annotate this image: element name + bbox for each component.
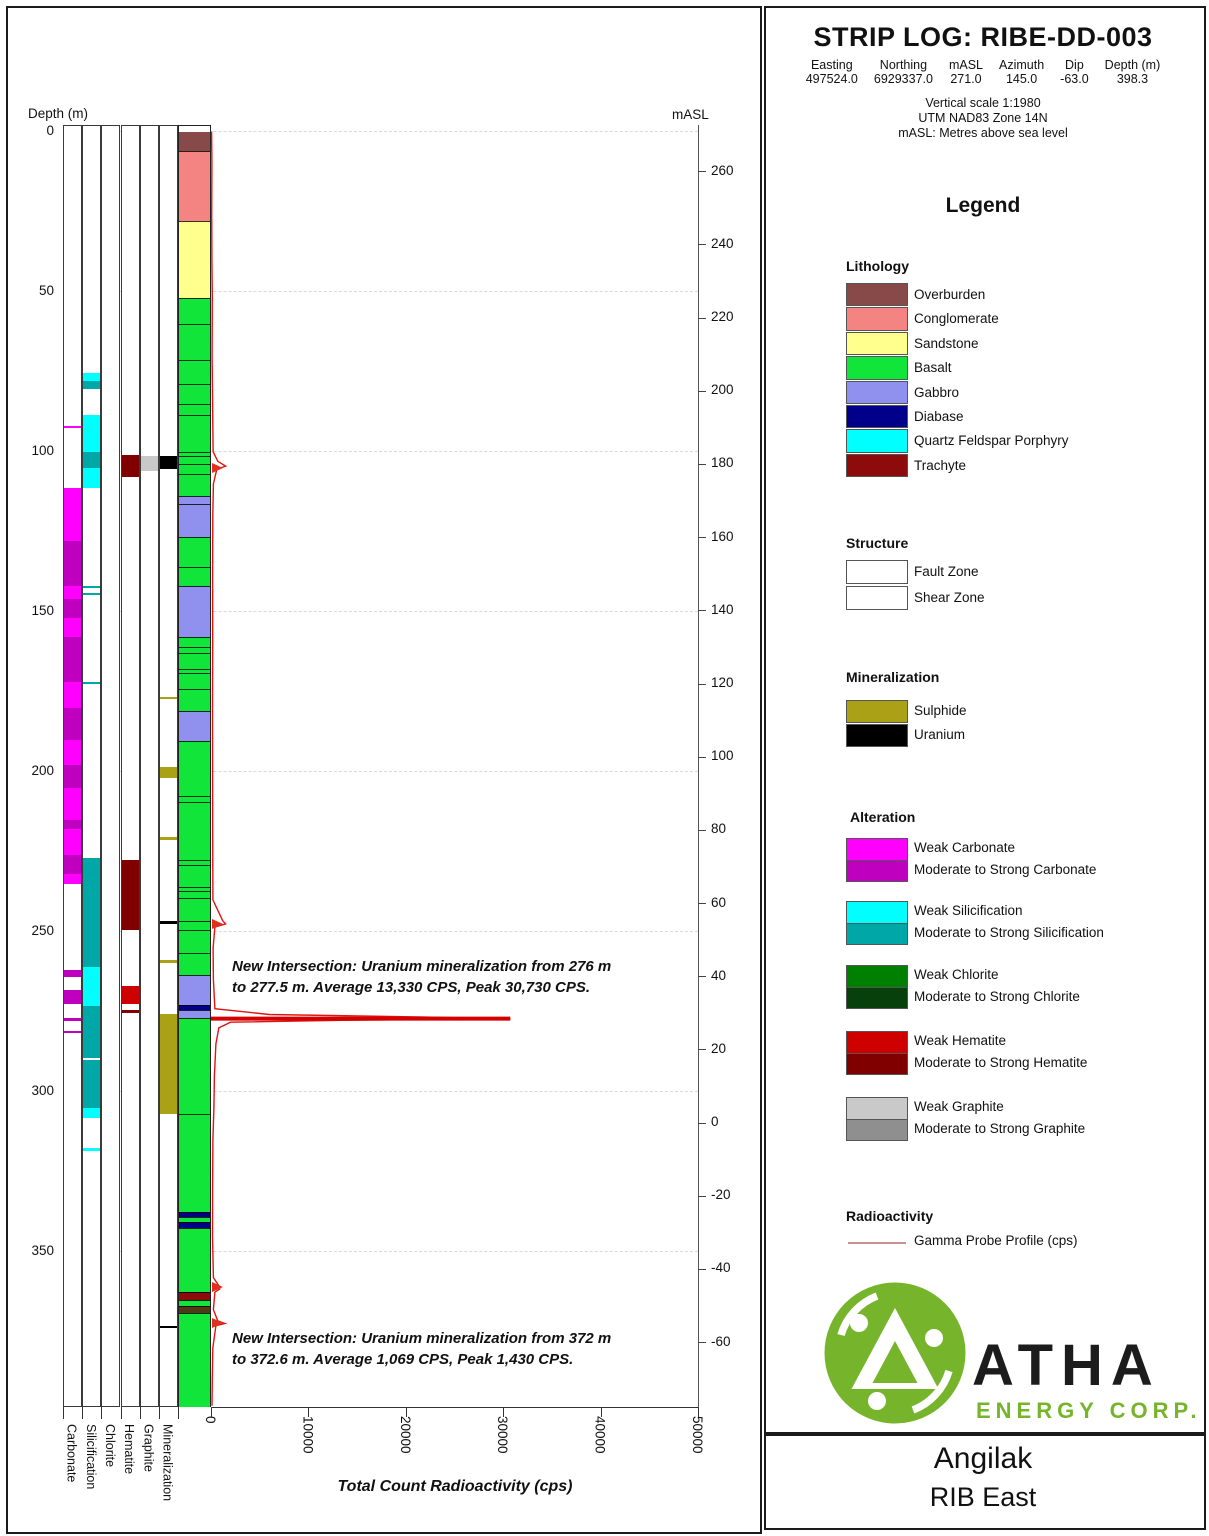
track-interval bbox=[83, 415, 100, 452]
track-bottom-tick bbox=[140, 1407, 141, 1419]
track-interval bbox=[83, 967, 100, 1005]
masl-tick-label: 40 bbox=[711, 967, 727, 983]
track-column-hematite bbox=[121, 125, 140, 1407]
alteration-heading: Alteration bbox=[850, 809, 916, 825]
track-interval bbox=[83, 858, 100, 967]
masl-tick-label: 140 bbox=[711, 601, 734, 617]
radioactivity-tick-label: 40000 bbox=[592, 1416, 608, 1454]
lithology-interval-basalt bbox=[179, 802, 210, 860]
legend-label: Diabase bbox=[914, 409, 964, 424]
masl-tick-label: 220 bbox=[711, 309, 734, 325]
lithology-interval-sandstone bbox=[179, 221, 210, 298]
track-bottom-tick bbox=[63, 1407, 64, 1419]
gamma-probe-profile bbox=[211, 125, 698, 1407]
legend-swatch-sandstone bbox=[846, 332, 908, 355]
track-interval bbox=[83, 682, 100, 684]
track-interval bbox=[64, 1018, 81, 1020]
track-interval bbox=[64, 708, 81, 740]
lithology-interval-basalt bbox=[179, 1114, 210, 1212]
legend-swatch-weak bbox=[846, 1031, 908, 1053]
collar-field-value: 145.0 bbox=[1005, 72, 1038, 86]
legend-label: Moderate to Strong Chlorite bbox=[914, 989, 1080, 1004]
masl-tick bbox=[698, 244, 706, 245]
depth-tick-label: 350 bbox=[31, 1243, 54, 1259]
track-interval bbox=[64, 618, 81, 637]
lithology-interval-basalt bbox=[179, 384, 210, 403]
legend-swatch-strong bbox=[846, 1119, 908, 1141]
collar-field bbox=[1105, 58, 1161, 86]
collar-field-value: 271.0 bbox=[950, 72, 982, 86]
track-interval bbox=[83, 468, 100, 489]
lithology-interval-basalt bbox=[179, 404, 210, 415]
logo-wordmark: ATHA bbox=[972, 1333, 1161, 1398]
legend-swatch-sulphide bbox=[846, 700, 908, 723]
lithology-interval-basalt bbox=[179, 891, 210, 898]
collar-field-value: 6929337.0 bbox=[873, 72, 933, 86]
track-column-chlorite bbox=[101, 125, 120, 1407]
lithology-interval-conglomerate bbox=[179, 151, 210, 221]
masl-tick bbox=[698, 830, 706, 831]
masl-tick bbox=[698, 391, 706, 392]
legend-label: Moderate to Strong Graphite bbox=[914, 1121, 1086, 1136]
lithology-interval-basalt bbox=[179, 298, 210, 324]
legend-label: Moderate to Strong Hematite bbox=[914, 1055, 1088, 1070]
track-interval bbox=[83, 1060, 100, 1108]
legend-swatch-weak bbox=[846, 901, 908, 923]
track-interval bbox=[160, 1326, 177, 1329]
track-interval bbox=[64, 829, 81, 855]
masl-tick-label: 20 bbox=[711, 1040, 727, 1056]
legend-label: Conglomerate bbox=[914, 311, 999, 327]
lithology-interval-basalt bbox=[179, 689, 210, 711]
lithology-interval-basalt bbox=[179, 474, 210, 496]
masl-tick bbox=[698, 684, 706, 685]
legend-swatch-fault-zone bbox=[846, 560, 908, 584]
legend-title: Legend bbox=[945, 194, 1021, 217]
legend-label: Moderate to Strong Silicification bbox=[914, 925, 1104, 940]
track-bottom-tick bbox=[121, 1407, 122, 1419]
intersection-arrow bbox=[212, 463, 223, 473]
track-interval bbox=[64, 637, 81, 682]
collar-field-value: -63.0 bbox=[1060, 72, 1089, 86]
track-label-carbonate: Carbonate bbox=[64, 1424, 79, 1483]
masl-tick bbox=[698, 1196, 706, 1197]
legend-label: Weak Silicification bbox=[914, 903, 1023, 918]
legend-swatch-weak bbox=[846, 838, 908, 860]
lithology-interval-gabbro bbox=[179, 496, 210, 504]
track-interval bbox=[122, 860, 139, 930]
lithology-heading: Lithology bbox=[846, 258, 909, 274]
lithology-interval-gabbro bbox=[179, 504, 210, 536]
collar-field bbox=[999, 58, 1044, 86]
masl-tick bbox=[698, 610, 706, 611]
depth-tick-label: 100 bbox=[31, 442, 54, 458]
lithology-interval-basalt bbox=[179, 464, 210, 474]
track-column-mineralization bbox=[159, 125, 178, 1407]
track-label-hematite: Hematite bbox=[122, 1424, 137, 1475]
lithology-interval-basalt bbox=[179, 637, 210, 647]
radioactivity-heading: Radioactivity bbox=[846, 1208, 934, 1224]
legend-label: Quartz Feldspar Porphyry bbox=[914, 433, 1069, 449]
masl-tick bbox=[698, 464, 706, 465]
masl-tick bbox=[698, 903, 706, 904]
lithology-interval-gabbro bbox=[179, 711, 210, 741]
track-interval bbox=[83, 1006, 100, 1059]
masl-tick-label: -60 bbox=[711, 1333, 731, 1349]
collar-field-label: Dip bbox=[1065, 58, 1084, 72]
lithology-interval-basalt bbox=[179, 324, 210, 361]
legend-swatch-conglomerate bbox=[846, 307, 908, 330]
track-interval bbox=[160, 960, 177, 963]
logo-subtitle: ENERGY CORP. bbox=[976, 1398, 1202, 1423]
legend-label: Moderate to Strong Carbonate bbox=[914, 862, 1097, 877]
track-column-silicification bbox=[82, 125, 101, 1407]
lithology-interval-basalt bbox=[179, 1228, 210, 1292]
masl-tick bbox=[698, 976, 706, 977]
depth-tick-label: 0 bbox=[46, 122, 54, 138]
collar-field-value: 497524.0 bbox=[805, 72, 858, 86]
lithology-interval-trachyte bbox=[179, 1292, 210, 1300]
masl-tick-label: 240 bbox=[711, 235, 734, 251]
lithology-interval-basalt bbox=[179, 1313, 210, 1407]
legend-swatch-strong bbox=[846, 923, 908, 945]
intersection-arrow bbox=[212, 1318, 223, 1328]
lithology-interval-overburden bbox=[179, 132, 210, 151]
track-interval bbox=[64, 740, 81, 766]
legend-swatch-overburden bbox=[846, 283, 908, 306]
track-interval bbox=[83, 452, 100, 468]
track-interval bbox=[64, 488, 81, 541]
area-name: RIB East bbox=[929, 1482, 1037, 1512]
legend-swatch-strong bbox=[846, 987, 908, 1009]
lithology-interval-gabbro bbox=[179, 1010, 210, 1019]
masl-tick bbox=[698, 318, 706, 319]
track-bottom-tick bbox=[101, 1407, 102, 1419]
track-interval bbox=[83, 586, 100, 588]
depth-tick-label: 250 bbox=[31, 922, 54, 938]
track-interval bbox=[64, 541, 81, 586]
lithology-interval-basalt bbox=[179, 953, 210, 975]
track-label-chlorite: Chlorite bbox=[102, 1424, 117, 1468]
track-interval bbox=[83, 381, 100, 389]
track-interval bbox=[122, 986, 139, 1004]
masl-tick bbox=[698, 1269, 706, 1270]
lithology-interval-basalt bbox=[179, 741, 210, 795]
masl-tick-label: 120 bbox=[711, 675, 734, 690]
legend-label: Sandstone bbox=[914, 335, 979, 351]
masl-tick-label: 0 bbox=[711, 1114, 719, 1130]
track-interval bbox=[160, 697, 177, 700]
track-interval bbox=[122, 1010, 139, 1013]
radioactivity-tick-label: 20000 bbox=[397, 1416, 413, 1454]
lithology-interval-basalt bbox=[179, 673, 210, 689]
legend-swatch-quartz-feldspar-porphyry bbox=[846, 429, 908, 452]
masl-tick-label: 80 bbox=[711, 821, 727, 837]
masl-tick bbox=[698, 1342, 706, 1343]
track-bottom-tick bbox=[159, 1407, 160, 1419]
intersection-arrow bbox=[212, 1282, 223, 1292]
track-interval bbox=[83, 1148, 100, 1151]
collar-field bbox=[874, 58, 933, 86]
masl-tick bbox=[698, 1049, 706, 1050]
masl-tick-label: 100 bbox=[711, 748, 734, 764]
track-interval bbox=[64, 855, 81, 874]
lithology-interval-basalt bbox=[179, 921, 210, 931]
track-interval bbox=[64, 970, 81, 976]
legend-label: Gabbro bbox=[914, 384, 960, 400]
project-name: Angilak bbox=[933, 1442, 1033, 1475]
masl-tick-label: 160 bbox=[711, 528, 734, 544]
track-interval bbox=[160, 1014, 177, 1115]
lithology-interval-gabbro bbox=[179, 975, 210, 1005]
annotation-line: New Intersection: Uranium mineralization from 372 m bbox=[232, 1330, 612, 1347]
track-column-graphite bbox=[140, 125, 159, 1407]
page-title: STRIP LOG: RIBE-DD-003 bbox=[813, 22, 1153, 52]
depth-axis-label: Depth (m) bbox=[28, 106, 89, 121]
annotation-line: to 277.5 m. Average 13,330 CPS, Peak 30,730 CPS. bbox=[232, 979, 590, 996]
collar-info bbox=[764, 58, 1202, 86]
collar-field-label: Depth (m) bbox=[1104, 58, 1161, 72]
gamma-legend-label: Gamma Probe Profile (cps) bbox=[914, 1233, 1078, 1248]
collar-field bbox=[806, 58, 858, 86]
masl-axis-label: mASL bbox=[672, 107, 709, 122]
annotation-line: New Intersection: Uranium mineralization from 276 m bbox=[232, 958, 612, 975]
masl-tick bbox=[698, 171, 706, 172]
track-interval bbox=[64, 874, 81, 884]
note-utm: UTM NAD83 Zone 14N bbox=[918, 111, 1048, 125]
lithology-interval-basalt bbox=[179, 898, 210, 920]
gamma-legend-line bbox=[848, 1242, 906, 1244]
legend-label: Weak Carbonate bbox=[914, 840, 1016, 855]
track-label-graphite: Graphite bbox=[141, 1424, 156, 1472]
legend-swatch-shear-zone bbox=[846, 586, 908, 610]
radioactivity-axis-title: Total Count Radioactivity (cps) bbox=[337, 1478, 573, 1495]
legend-label: Shear Zone bbox=[914, 590, 985, 605]
track-interval bbox=[64, 682, 81, 708]
note-scale: Vertical scale 1:1980 bbox=[925, 96, 1041, 110]
masl-tick bbox=[698, 1123, 706, 1124]
track-interval bbox=[64, 765, 81, 787]
collar-field-label: Easting bbox=[810, 58, 853, 72]
track-interval bbox=[64, 599, 81, 618]
collar-field-label: Northing bbox=[879, 58, 928, 72]
track-interval bbox=[64, 990, 81, 1004]
radioactivity-tick-label: 30000 bbox=[495, 1416, 511, 1454]
legend-label: Weak Hematite bbox=[914, 1033, 1007, 1048]
atha-logo-icon bbox=[820, 1278, 970, 1428]
legend-swatch-weak bbox=[846, 1097, 908, 1119]
masl-tick-label: 260 bbox=[711, 162, 734, 178]
legend-swatch-strong bbox=[846, 860, 908, 882]
masl-tick-label: 60 bbox=[711, 894, 727, 910]
collar-field bbox=[949, 58, 983, 86]
track-interval bbox=[83, 1108, 100, 1118]
radioactivity-tick-label: 10000 bbox=[300, 1416, 316, 1454]
legend-panel bbox=[764, 6, 1206, 1434]
track-interval bbox=[64, 426, 81, 428]
track-interval bbox=[64, 788, 81, 820]
collar-field-label: mASL bbox=[948, 58, 984, 72]
legend-label: Basalt bbox=[914, 360, 952, 376]
track-interval bbox=[64, 820, 81, 830]
legend-label: Weak Chlorite bbox=[914, 967, 999, 982]
track-bottom-tick bbox=[178, 1407, 179, 1419]
depth-tick-label: 200 bbox=[31, 762, 54, 778]
track-interval bbox=[160, 921, 177, 924]
note-masl: mASL: Metres above sea level bbox=[898, 126, 1068, 140]
track-interval bbox=[122, 455, 139, 477]
legend-label: Sulphide bbox=[914, 703, 967, 718]
track-label-silicification: Silicification bbox=[83, 1424, 98, 1490]
legend-swatch-strong bbox=[846, 1053, 908, 1075]
lithology-interval-basalt bbox=[179, 865, 210, 887]
lithology-interval-basalt bbox=[179, 567, 210, 586]
depth-tick-label: 150 bbox=[31, 602, 54, 618]
track-interval bbox=[83, 593, 100, 595]
radioactivity-tick-label: 0 bbox=[203, 1416, 218, 1424]
legend-swatch-basalt bbox=[846, 356, 908, 379]
legend-label: Uranium bbox=[914, 727, 966, 742]
legend-label: Fault Zone bbox=[914, 564, 979, 579]
masl-tick-label: -40 bbox=[711, 1260, 731, 1276]
track-interval bbox=[64, 1031, 81, 1033]
legend-swatch-diabase bbox=[846, 405, 908, 428]
collar-field bbox=[1060, 58, 1089, 86]
legend-swatch-uranium bbox=[846, 724, 908, 747]
intersection-arrow bbox=[212, 919, 223, 929]
legend-label: Weak Graphite bbox=[914, 1099, 1004, 1114]
masl-tick-label: 200 bbox=[711, 382, 734, 398]
legend-label: Overburden bbox=[914, 287, 986, 302]
lithology-interval-basalt bbox=[179, 456, 210, 464]
track-interval bbox=[64, 586, 81, 599]
collar-field-value: 398.3 bbox=[1116, 72, 1149, 86]
track-interval bbox=[160, 456, 177, 469]
legend-swatch-trachyte bbox=[846, 454, 908, 477]
lithology-interval-basalt bbox=[179, 415, 210, 452]
collar-field-label: Azimuth bbox=[999, 58, 1045, 72]
masl-tick bbox=[698, 757, 706, 758]
radioactivity-tick-label: 50000 bbox=[690, 1416, 705, 1454]
lithology-interval-gabbro bbox=[179, 586, 210, 637]
lithology-interval-basalt bbox=[179, 360, 210, 384]
track-interval bbox=[83, 373, 100, 381]
lithology-interval-basalt bbox=[179, 930, 210, 952]
lithology-interval-basalt bbox=[179, 537, 210, 567]
track-bottom-tick bbox=[82, 1407, 83, 1419]
legend-swatch-gabbro bbox=[846, 381, 908, 404]
legend-swatch-weak bbox=[846, 965, 908, 987]
masl-tick bbox=[698, 537, 706, 538]
track-label-mineralization: Mineralization bbox=[160, 1424, 175, 1502]
mineralization-heading: Mineralization bbox=[846, 669, 940, 685]
lithology-interval-basalt bbox=[179, 653, 210, 669]
lithology-interval-basalt bbox=[179, 1018, 210, 1114]
track-interval bbox=[160, 837, 177, 840]
masl-tick-label: 180 bbox=[711, 455, 734, 471]
depth-tick-label: 50 bbox=[38, 282, 54, 298]
track-interval bbox=[160, 767, 177, 778]
radioactivity-axis-line bbox=[211, 1407, 698, 1408]
legend-label: Trachyte bbox=[914, 457, 967, 473]
track-interval bbox=[141, 456, 158, 470]
depth-tick-label: 300 bbox=[31, 1082, 54, 1098]
structure-heading: Structure bbox=[846, 535, 909, 551]
masl-tick-label: -20 bbox=[711, 1187, 731, 1203]
annotation-line: to 372.6 m. Average 1,069 CPS, Peak 1,430 CPS. bbox=[232, 1351, 574, 1368]
